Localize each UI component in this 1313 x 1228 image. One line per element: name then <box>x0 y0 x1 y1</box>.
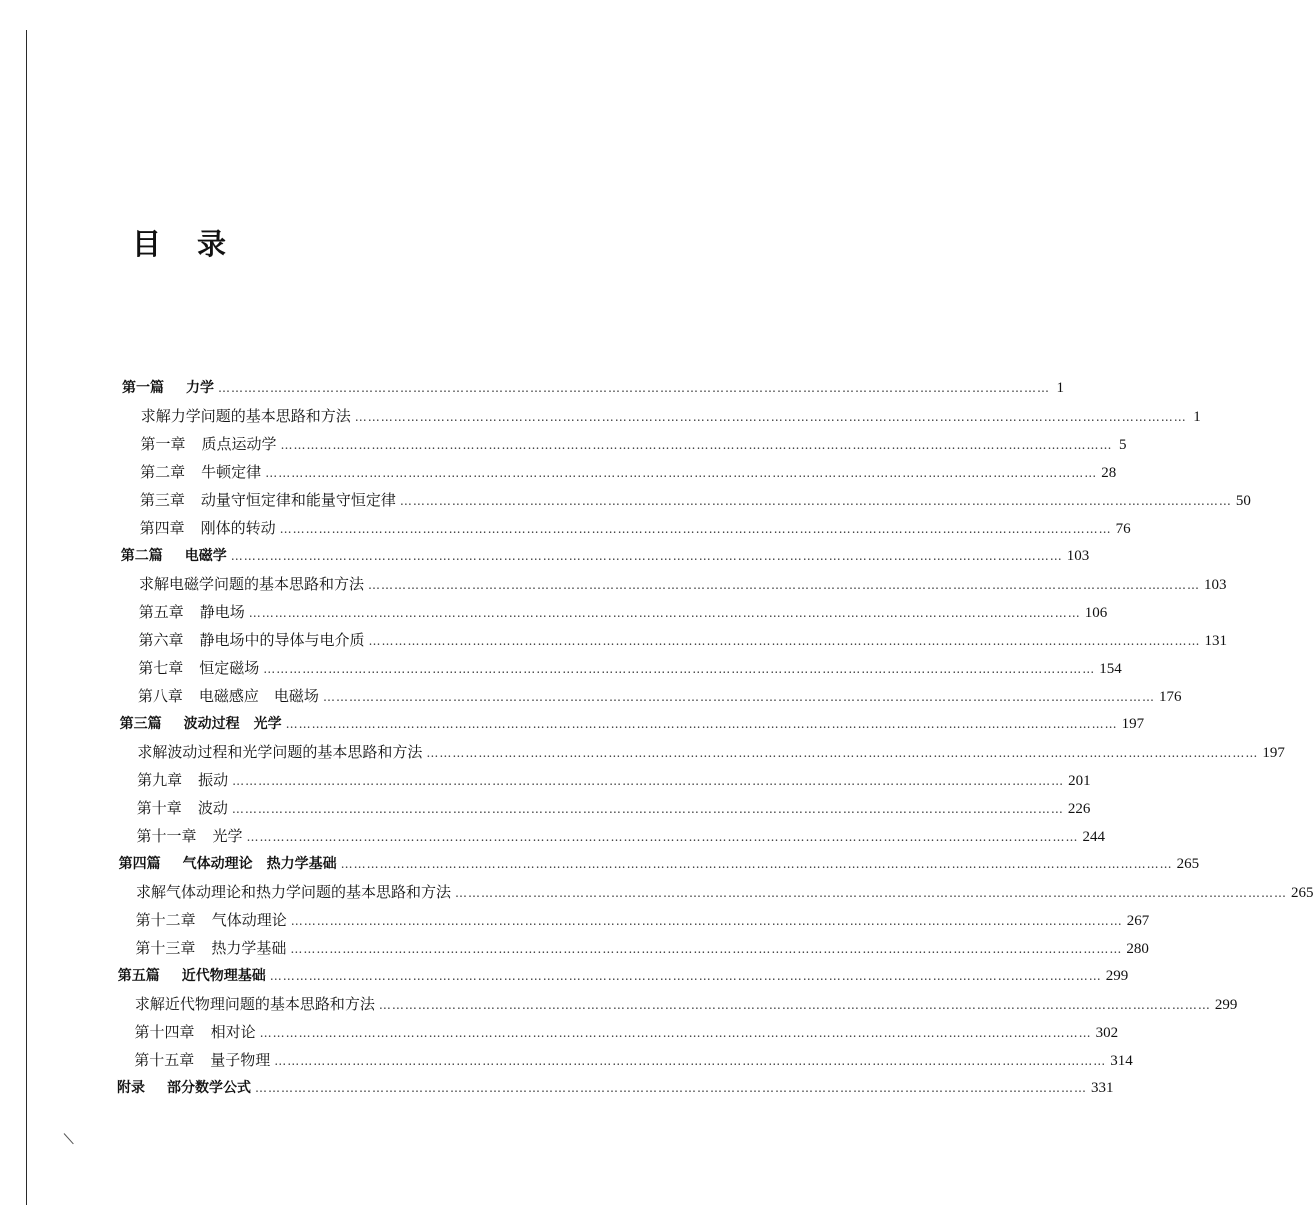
toc-chapter[interactable] <box>0 626 1227 654</box>
toc-section[interactable] <box>0 402 1201 430</box>
toc-chapter[interactable] <box>0 654 1122 682</box>
page-title-char-1: 目 <box>132 227 162 261</box>
toc-page-number: 50 <box>1235 493 1251 509</box>
toc-section[interactable] <box>0 738 1285 766</box>
toc-page-number: 265 <box>1176 856 1200 872</box>
toc-chapter[interactable] <box>0 906 1150 934</box>
toc-section[interactable] <box>0 878 1313 906</box>
toc-leader-dots: ………………………………………………………………………………………………………………………………………………………………………… <box>290 914 1123 928</box>
toc-chapter-title: 静电场 <box>199 603 245 621</box>
toc-page-number: 244 <box>1082 829 1106 845</box>
toc-chapter-title: 恒定磁场 <box>199 659 260 677</box>
page-title-char-2: 录 <box>197 227 227 261</box>
toc-chapter-number: 第十一章 <box>136 827 197 845</box>
toc-chapter-title: 质点运动学 <box>201 435 277 453</box>
page-title <box>132 222 226 263</box>
toc-leader-dots: ………………………………………………………………………………………………………………………………………………………………………… <box>368 634 1201 648</box>
toc-leader-dots: ………………………………………………………………………………………………………………………………………………………………………… <box>399 494 1232 508</box>
toc-page-number: 331 <box>1091 1080 1114 1096</box>
toc-leader-dots: ………………………………………………………………………………………………………………………………………………………………………… <box>248 606 1081 620</box>
toc-part[interactable] <box>0 850 1200 878</box>
toc-chapter-title: 气体动理论 <box>211 911 287 929</box>
toc-leader-dots: ………………………………………………………………………………………………………………………………………………………………………… <box>279 522 1112 536</box>
toc-chapter-number: 第七章 <box>138 659 184 677</box>
toc-leader-dots: ………………………………………………………………………………………………………………………………………………………………………… <box>368 578 1201 592</box>
toc-leader-dots: ………………………………………………………………………………………………………………………………………………………………………… <box>259 1026 1092 1040</box>
toc-part-title: 电磁学 <box>184 548 227 564</box>
toc-leader-dots: ………………………………………………………………………………………………………………………………………………………………………… <box>340 857 1173 871</box>
toc-chapter-number: 第二章 <box>140 463 186 481</box>
toc-leader-dots: ………………………………………………………………………………………………………………………………………………………………………… <box>290 942 1123 956</box>
toc-part-title: 波动过程 光学 <box>183 716 282 732</box>
toc-chapter-title: 相对论 <box>210 1023 256 1041</box>
toc-leader-dots: ………………………………………………………………………………………………………………………………………………………………………… <box>354 410 1187 424</box>
toc-part-number: 第二篇 <box>120 548 163 564</box>
toc-part[interactable] <box>0 542 1090 570</box>
toc-page-number: 201 <box>1068 773 1091 789</box>
toc-section-title: 求解波动过程和光学问题的基本思路和方法 <box>137 743 423 761</box>
toc-part-title: 气体动理论 热力学基础 <box>182 856 337 872</box>
toc-chapter-title: 电磁感应 电磁场 <box>198 687 319 705</box>
toc-part-number: 第三篇 <box>119 716 162 732</box>
toc-leader-dots: ………………………………………………………………………………………………………………………………………………………………………… <box>454 886 1287 900</box>
toc-page-number: 302 <box>1095 1025 1119 1041</box>
toc-appendix-title: 部分数学公式 <box>167 1080 251 1096</box>
toc-chapter[interactable] <box>0 486 1251 514</box>
toc-part-number: 第五篇 <box>117 968 160 984</box>
toc-chapter[interactable] <box>0 1046 1133 1074</box>
toc-chapter-number: 第十四章 <box>134 1023 195 1041</box>
toc-leader-dots: ………………………………………………………………………………………………………………………………………………………………………… <box>426 746 1259 760</box>
toc-chapter[interactable] <box>0 514 1131 542</box>
toc-page-number: 131 <box>1204 633 1227 649</box>
toc-page-number: 280 <box>1126 941 1149 957</box>
toc-page-number: 103 <box>1204 577 1227 593</box>
toc-chapter-number: 第十五章 <box>134 1051 195 1069</box>
table-of-contents <box>0 374 1313 1102</box>
toc-section-title: 求解近代物理问题的基本思路和方法 <box>134 995 375 1013</box>
toc-page-number: 1 <box>1056 380 1064 396</box>
toc-chapter-title: 静电场中的导体与电介质 <box>199 631 365 649</box>
toc-part[interactable] <box>0 710 1145 738</box>
toc-page-number: 76 <box>1115 521 1131 537</box>
toc-chapter-title: 光学 <box>212 827 243 845</box>
toc-page-number: 299 <box>1214 997 1238 1013</box>
toc-chapter[interactable] <box>0 1018 1119 1046</box>
toc-chapter-title: 振动 <box>198 771 229 789</box>
toc-chapter[interactable] <box>0 430 1127 458</box>
toc-chapter[interactable] <box>0 682 1182 710</box>
toc-part-title: 力学 <box>186 380 214 396</box>
toc-leader-dots: ………………………………………………………………………………………………………………………………………………………………………… <box>265 466 1098 480</box>
toc-leader-dots: ………………………………………………………………………………………………………………………………………………………………………… <box>322 690 1155 704</box>
toc-section[interactable] <box>0 990 1238 1018</box>
toc-leader-dots: ………………………………………………………………………………………………………………………………………………………………………… <box>218 381 1050 395</box>
toc-page-number: 197 <box>1262 745 1285 761</box>
toc-page-number: 154 <box>1099 661 1122 677</box>
toc-page-number: 28 <box>1101 465 1117 481</box>
toc-chapter-title: 热力学基础 <box>211 939 287 957</box>
toc-page-number: 299 <box>1105 968 1129 984</box>
toc-section-title: 求解电磁学问题的基本思路和方法 <box>139 575 365 593</box>
toc-chapter-title: 波动 <box>197 799 228 817</box>
toc-chapter-number: 第十二章 <box>135 911 196 929</box>
toc-chapter-number: 第六章 <box>138 631 184 649</box>
toc-leader-dots: ………………………………………………………………………………………………………………………………………………………………………… <box>269 969 1102 983</box>
toc-leader-dots: ………………………………………………………………………………………………………………………………………………………………………… <box>274 1054 1107 1068</box>
toc-page-number: 314 <box>1110 1053 1133 1069</box>
toc-chapter-number: 第八章 <box>137 687 183 705</box>
toc-leader-dots: ………………………………………………………………………………………………………………………………………………………………………… <box>378 998 1211 1012</box>
toc-chapter-number: 第十三章 <box>135 939 196 957</box>
toc-part[interactable] <box>0 374 1064 402</box>
toc-page-number: 226 <box>1067 801 1091 817</box>
toc-chapter-number: 第一章 <box>140 435 186 453</box>
toc-leader-dots: ………………………………………………………………………………………………………………………………………………………………………… <box>285 717 1118 731</box>
toc-part-number: 第四篇 <box>118 856 161 872</box>
toc-part-title: 近代物理基础 <box>181 968 266 984</box>
toc-page-number: 176 <box>1158 689 1182 705</box>
toc-section-title: 求解气体动理论和热力学问题的基本思路和方法 <box>135 883 451 901</box>
toc-leader-dots: ………………………………………………………………………………………………………………………………………………………………………… <box>255 1081 1087 1095</box>
toc-part[interactable] <box>0 962 1129 990</box>
toc-chapter[interactable] <box>0 766 1091 794</box>
scan-speck <box>64 1133 74 1144</box>
toc-page-number: 5 <box>1118 437 1127 453</box>
toc-section[interactable] <box>0 570 1227 598</box>
toc-section-title: 求解力学问题的基本思路和方法 <box>140 407 351 425</box>
toc-leader-dots: ………………………………………………………………………………………………………………………………………………………………………… <box>230 549 1063 563</box>
toc-leader-dots: ………………………………………………………………………………………………………………………………………………………………………… <box>280 438 1113 452</box>
toc-page-number: 265 <box>1290 885 1313 901</box>
toc-chapter[interactable] <box>0 598 1108 626</box>
toc-chapter[interactable] <box>0 458 1117 486</box>
toc-chapter-number: 第五章 <box>138 603 184 621</box>
toc-appendix[interactable] <box>0 1074 1114 1102</box>
toc-leader-dots: ………………………………………………………………………………………………………………………………………………………………………… <box>232 774 1065 788</box>
toc-leader-dots: ………………………………………………………………………………………………………………………………………………………………………… <box>246 830 1079 844</box>
toc-page-number: 1 <box>1193 409 1201 425</box>
toc-chapter[interactable] <box>0 822 1106 850</box>
toc-chapter[interactable] <box>0 794 1091 822</box>
toc-chapter[interactable] <box>0 934 1149 962</box>
toc-part-number: 第一篇 <box>122 380 164 396</box>
toc-page-number: 106 <box>1084 605 1108 621</box>
toc-page-number: 103 <box>1066 548 1090 564</box>
toc-chapter-title: 量子物理 <box>210 1051 271 1069</box>
toc-leader-dots: ………………………………………………………………………………………………………………………………………………………………………… <box>231 802 1064 816</box>
toc-chapter-number: 第三章 <box>139 491 185 509</box>
toc-page-number: 197 <box>1121 716 1145 732</box>
toc-chapter-title: 牛顿定律 <box>201 463 262 481</box>
toc-chapter-title: 动量守恒定律和能量守恒定律 <box>200 491 396 509</box>
toc-chapter-number: 第十章 <box>136 799 182 817</box>
toc-page-number: 267 <box>1126 913 1150 929</box>
toc-chapter-number: 第九章 <box>137 771 183 789</box>
toc-chapter-title: 刚体的转动 <box>200 519 276 537</box>
toc-chapter-number: 第四章 <box>139 519 185 537</box>
toc-leader-dots: ………………………………………………………………………………………………………………………………………………………………………… <box>263 662 1096 676</box>
toc-appendix-label: 附录 <box>117 1080 145 1096</box>
